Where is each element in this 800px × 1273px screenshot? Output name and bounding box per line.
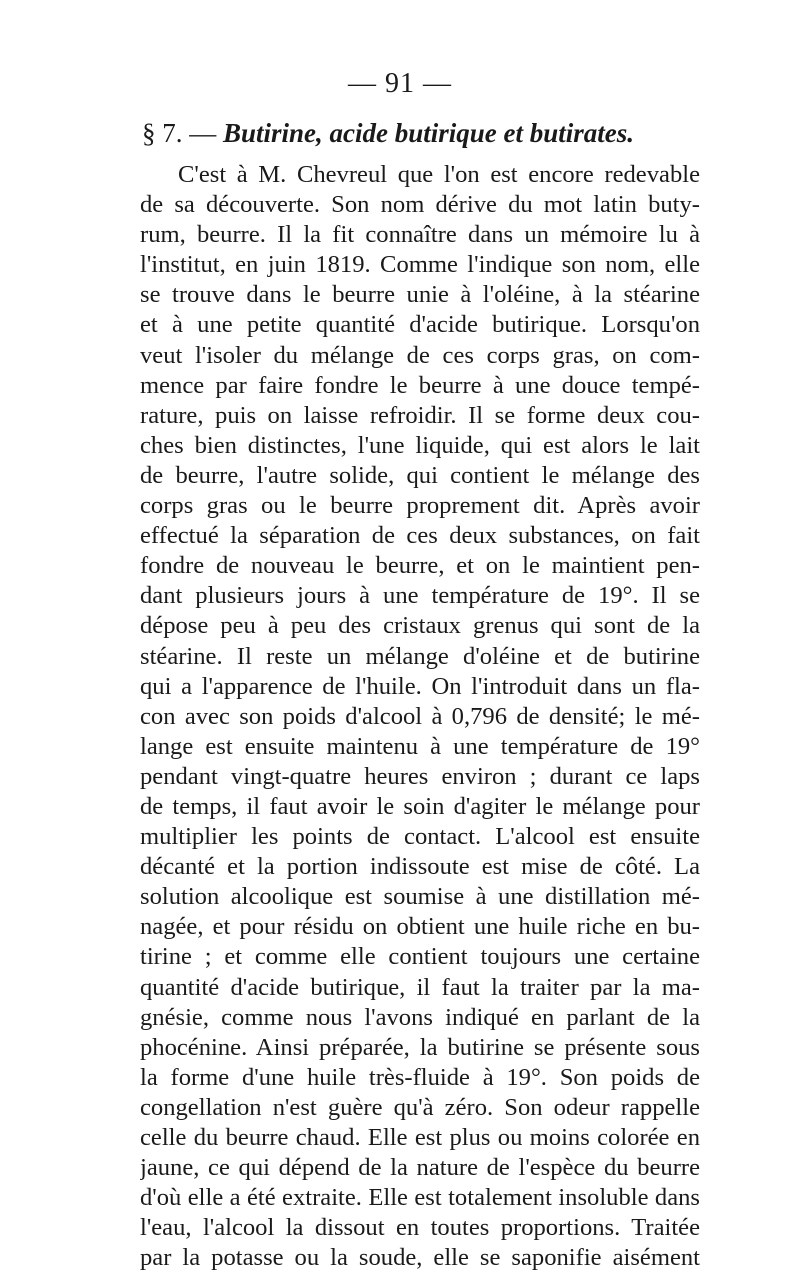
text-line: veut l'isoler du mélange de ces corps gras, on com- [140,341,700,369]
text-line: solution alcoolique est soumise à une distillation mé- [140,883,700,911]
text-line: congellation n'est guère qu'à zéro. Son odeur rappelle [140,1093,700,1121]
text-line: con avec son poids d'alcool à 0,796 de densité; le mé- [140,702,700,730]
text-line: corps gras ou le beurre proprement dit. Après avoir [140,492,700,520]
text-line: ches bien distinctes, l'une liquide, qui est alors le lait [140,431,700,459]
text-line: effectué la séparation de ces deux substances, on fait [140,522,700,550]
text-line: multiplier les points de contact. L'alcool est ensuite [140,823,700,851]
body-text [140,160,700,1273]
text-line: de temps, il faut avoir le soin d'agiter le mélange pour [140,792,700,820]
text-line: pendant vingt-quatre heures environ ; durant ce laps [140,762,700,790]
text-line: rature, puis on laisse refroidir. Il se forme deux cou- [140,401,700,429]
text-line: décanté et la portion indissoute est mise de côté. La [140,853,700,881]
text-line: fondre de nouveau le beurre, et on le maintient pen- [140,552,700,580]
section-heading [142,118,702,149]
text-line: de beurre, l'autre solide, qui contient le mélange des [140,461,700,489]
text-line: l'eau, l'alcool la dissout en toutes proportions. Traitée [140,1214,700,1242]
text-line: dépose peu à peu des cristaux grenus qui sont de la [140,612,700,640]
text-line: gnésie, comme nous l'avons indiqué en parlant de la [140,1003,700,1031]
text-line: de sa découverte. Son nom dérive du mot latin buty- [140,191,700,219]
text-line: quantité d'acide butirique, il faut la traiter par la ma- [140,973,700,1001]
text-line: stéarine. Il reste un mélange d'oléine et de butirine [140,642,700,670]
text-line: tirine ; et comme elle contient toujours une certaine [140,943,700,971]
text-line: qui a l'apparence de l'huile. On l'introduit dans un fla- [140,672,700,700]
text-line: d'où elle a été extraite. Elle est totalement insoluble dans [140,1184,700,1212]
text-line: celle du beurre chaud. Elle est plus ou moins colorée en [140,1124,700,1151]
text-line: mence par faire fondre le beurre à une douce tempé- [140,371,700,399]
text-line: la forme d'une huile très-fluide à 19°. Son poids de [140,1063,700,1091]
text-line: dant plusieurs jours à une température de 19°. Il se [140,582,700,610]
text-line: nagée, et pour résidu on obtient une huile riche en bu- [140,913,700,941]
text-line: lange est ensuite maintenu à une température de 19° [140,732,700,760]
text-line: jaune, ce qui dépend de la nature de l'espèce du beurre [140,1154,700,1182]
section-title: Butirine, acide butirique et butirates. [223,118,635,148]
text-line: par la potasse ou la soude, elle se saponifie aisément [140,1244,700,1272]
section-number: § 7. — [142,118,217,148]
text-line: et à une petite quantité d'acide butirique. Lorsqu'on [140,311,700,339]
text-line: C'est à M. Chevreul que l'on est encore redevable [178,161,700,188]
text-line: phocénine. Ainsi préparée, la butirine se présente sous [140,1033,700,1061]
page-number: — 91 — [348,68,452,99]
text-line: l'institut, en juin 1819. Comme l'indique son nom, elle [140,251,700,279]
text-line: se trouve dans le beurre unie à l'oléine, à la stéarine [140,281,700,309]
text-line: rum, beurre. Il la fit connaître dans un mémoire lu à [140,221,700,249]
